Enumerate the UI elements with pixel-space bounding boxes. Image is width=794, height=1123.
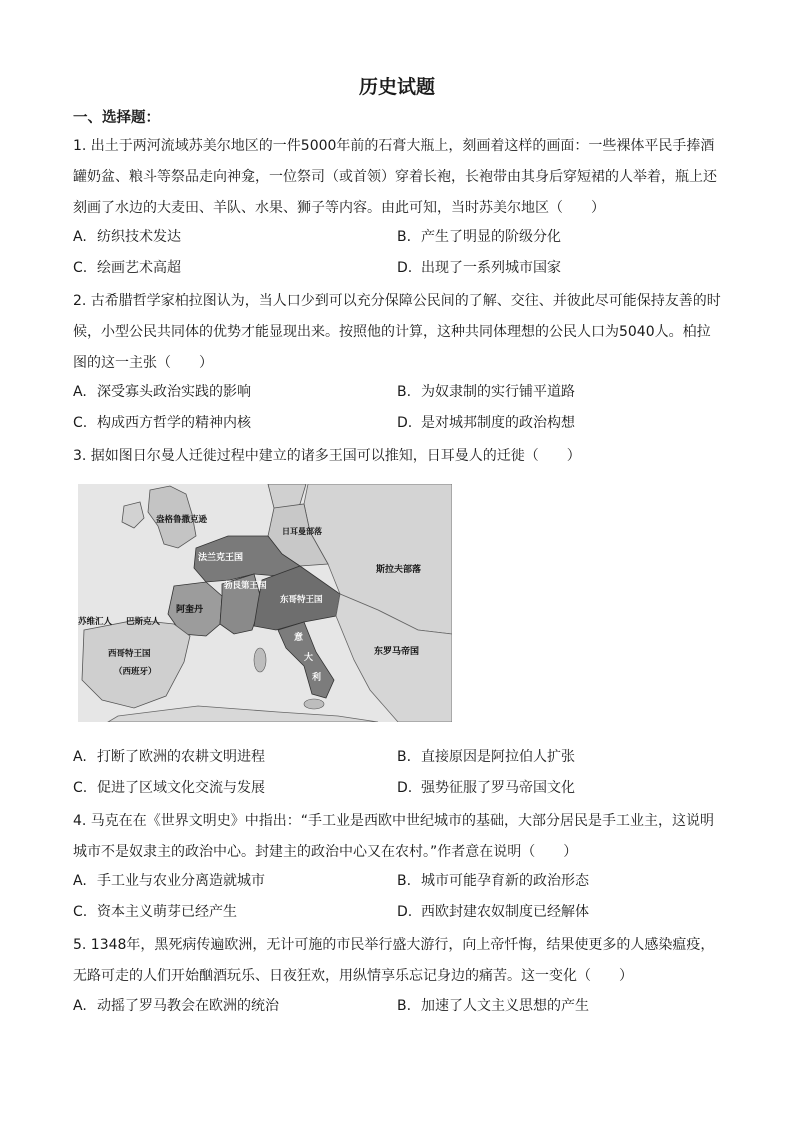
label-burgundy: 勃艮第王国 [224, 581, 267, 591]
q1-option-a[interactable]: A. 纺织技术发达 [73, 229, 181, 245]
label-eastern-roman-empire: 东罗马帝国 [374, 647, 420, 657]
label-suebi: 苏维汇人 [78, 617, 113, 627]
label-italy-1: 意 [294, 633, 304, 643]
q3-option-c[interactable]: C. 促进了区域文化交流与发展 [73, 780, 265, 796]
q2-option-c[interactable]: C. 构成西方哲学的精神内核 [73, 415, 251, 431]
label-spain: （西班牙） [114, 667, 157, 677]
question-1-stem: 1. 出土于两河流域苏美尔地区的一件5000年前的石膏大瓶上，刻画着这样的画面：一些裸体平民手捧酒罐奶盆、粮斗等祭品走向神龛，一位祭司（或首领）穿着长袍，长袍带由其身后穿短裙的人举着，瓶上还刻画了水边的大麦田、羊队、水果、狮子等内容。由此可知，当时苏美尔地区（ ） [73, 138, 717, 216]
label-aquitaine: 阿奎丹 [176, 605, 204, 615]
label-anglo-saxon: 盎格鲁撒克逊 [156, 515, 208, 525]
label-slavic-tribes: 斯拉夫部落 [376, 565, 422, 575]
map-corsica-sardinia [254, 648, 266, 672]
q4-option-b[interactable]: B. 城市可能孕育新的政治形态 [397, 873, 589, 889]
question-5-stem: 5. 1348年，黑死病传遍欧洲，无计可施的市民举行盛大游行，向上帝忏悔，结果使更多的人感染瘟疫，无路可走的人们开始酗酒玩乐、日夜狂欢，用纵情享乐忘记身边的痛苦。这一变化（ ） [73, 937, 715, 984]
map-sicily [304, 699, 324, 709]
q3-option-d[interactable]: D. 强势征服了罗马帝国文化 [397, 780, 575, 796]
label-visigothic-kingdom: 西哥特王国 [108, 649, 151, 659]
label-italy-3: 利 [312, 673, 322, 683]
q5-option-a[interactable]: A. 动摇了罗马教会在欧洲的统治 [73, 998, 279, 1014]
q2-option-d[interactable]: D. 是对城邦制度的政治构想 [397, 415, 575, 431]
q1-option-c[interactable]: C. 绘画艺术高超 [73, 260, 181, 276]
section-heading: 一、选择题： [73, 110, 160, 126]
label-italy-2: 大 [304, 653, 314, 663]
question-3-stem: 3. 据如图日尔曼人迁徙过程中建立的诸多王国可以推知，日耳曼人的迁徙（ ） [73, 448, 581, 464]
q4-option-c[interactable]: C. 资本主义萌芽已经产生 [73, 904, 237, 920]
q4-option-d[interactable]: D. 西欧封建农奴制度已经解体 [397, 904, 589, 920]
page-title: 历史试题 [358, 76, 435, 98]
label-germanic-tribes: 日耳曼部落 [282, 526, 322, 536]
q1-option-b[interactable]: B. 产生了明显的阶级分化 [397, 229, 561, 245]
q2-option-b[interactable]: B. 为奴隶制的实行铺平道路 [397, 384, 575, 400]
label-basques: 巴斯克人 [126, 617, 161, 627]
label-ostrogothic-kingdom: 东哥特王国 [280, 595, 323, 605]
q1-option-d[interactable]: D. 出现了一系列城市国家 [397, 260, 561, 276]
migration-map [78, 484, 452, 722]
question-2-stem: 2. 古希腊哲学家柏拉图认为，当人口少到可以充分保障公民间的了解、交往、并彼此尽可能保持友善的时候，小型公民共同体的优势才能显现出来。按照他的计算，这种共同体理想的公民人口为5040人。柏拉图的这一主张（ ） [73, 293, 721, 371]
label-frankish-kingdom: 法兰克王国 [198, 553, 244, 563]
q5-option-b[interactable]: B. 加速了人文主义思想的产生 [397, 998, 589, 1014]
q3-option-a[interactable]: A. 打断了欧洲的农耕文明进程 [73, 749, 265, 765]
question-4-stem: 4. 马克在在《世界文明史》中指出：“手工业是西欧中世纪城市的基础，大部分居民是手工业主，这说明城市不是奴隶主的政治中心。封建主的政治中心又在农村。”作者意在说明（ ） [73, 813, 715, 860]
q2-option-a[interactable]: A. 深受寡头政治实践的影响 [73, 384, 251, 400]
q4-option-a[interactable]: A. 手工业与农业分离造就城市 [73, 873, 265, 889]
q3-option-b[interactable]: B. 直接原因是阿拉伯人扩张 [397, 749, 575, 765]
